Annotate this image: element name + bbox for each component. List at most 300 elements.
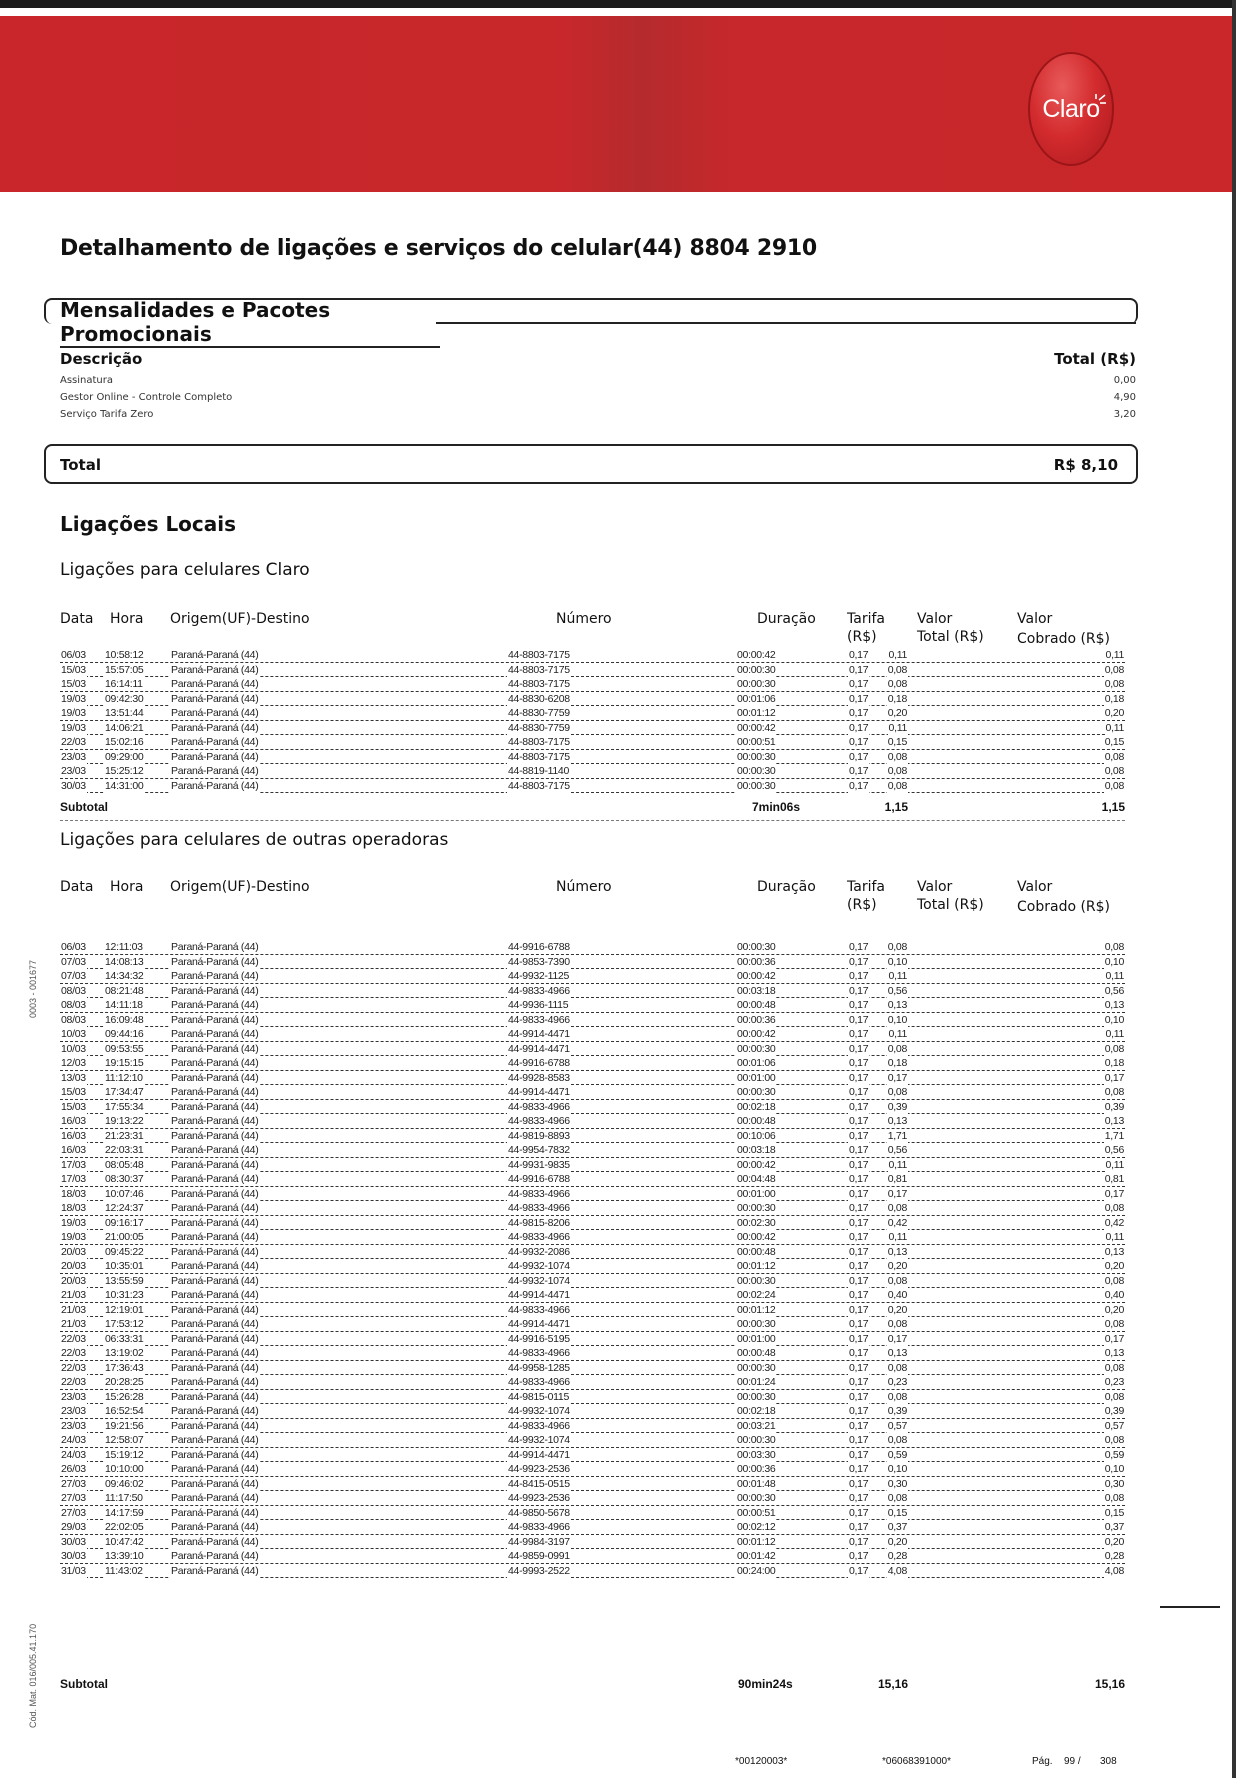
cell-data: 10/03 [61, 1042, 86, 1055]
cell-origem: Paraná-Paraná (44) [171, 678, 259, 690]
cell-valor-cobrado: 0,13 [1104, 1245, 1124, 1258]
cell-hora: 14:17:59 [105, 1506, 144, 1519]
cell-data: 15/03 [61, 1086, 86, 1098]
cell-data: 18/03 [61, 1202, 86, 1214]
cell-duracao: 00:01:12 [737, 1303, 776, 1316]
cell-hora: 20:28:25 [105, 1376, 144, 1388]
cell-tarifa: 0,17 [849, 1028, 869, 1040]
cell-origem: Paraná-Paraná (44) [171, 1013, 259, 1026]
table-row [60, 998, 1125, 1013]
cell-numero: 44-9932-1074 [508, 1274, 570, 1287]
cell-data: 22/03 [61, 1347, 86, 1359]
section-divider [60, 820, 1125, 821]
cell-origem: Paraná-Paraná (44) [171, 1521, 259, 1533]
table-row [60, 1013, 1125, 1028]
cell-tarifa: 0,17 [849, 1057, 869, 1069]
cell-valor-cobrado: 0,08 [1104, 1318, 1124, 1330]
cell-duracao: 00:02:30 [737, 1216, 776, 1229]
cell-data: 06/03 [61, 649, 86, 661]
cell-numero: 44-9819-8893 [508, 1129, 570, 1142]
th-tarifa: Tarifa [847, 879, 885, 895]
mensalidades-total-box [44, 444, 1138, 484]
cell-hora: 17:36:43 [105, 1361, 144, 1374]
cell-valor-total: 0,08 [887, 678, 907, 690]
subtotal-duracao: 7min06s [752, 800, 801, 814]
cell-duracao: 00:00:30 [737, 1361, 776, 1374]
cell-hora: 14:06:21 [105, 721, 144, 734]
cell-data: 07/03 [61, 955, 86, 968]
cell-valor-total: 0,30 [887, 1477, 907, 1490]
table-row [60, 969, 1125, 984]
cell-valor-total: 0,08 [887, 779, 907, 792]
cell-numero: 44-8819-1140 [508, 765, 570, 777]
cell-origem: Paraná-Paraná (44) [171, 1158, 259, 1171]
cell-valor-total: 0,08 [887, 1492, 907, 1504]
cell-data: 22/03 [61, 1376, 86, 1388]
cell-hora: 09:29:00 [105, 750, 144, 763]
cell-duracao: 00:02:24 [737, 1289, 776, 1301]
cell-origem: Paraná-Paraná (44) [171, 750, 259, 763]
cell-numero: 44-9914-4471 [508, 1028, 570, 1040]
cell-valor-total: 0,08 [887, 663, 907, 676]
page-label: Pág. [1032, 1756, 1053, 1767]
cell-valor-cobrado: 0,10 [1104, 1463, 1124, 1475]
th-numero: Número [556, 611, 612, 627]
table-row [60, 1172, 1125, 1187]
cell-tarifa: 0,17 [849, 999, 869, 1011]
cell-origem: Paraná-Paraná (44) [171, 1332, 259, 1345]
cell-numero: 44-8803-7175 [508, 649, 570, 661]
cell-data: 17/03 [61, 1173, 86, 1185]
cell-data: 16/03 [61, 1115, 86, 1127]
cell-valor-cobrado: 0,20 [1104, 707, 1124, 719]
th-valor-total: Valor [917, 611, 953, 627]
cell-tarifa: 0,17 [849, 941, 869, 953]
cell-tarifa: 0,17 [849, 1434, 869, 1446]
cell-valor-cobrado: 0,08 [1104, 1361, 1124, 1374]
cell-tarifa: 0,17 [849, 1289, 869, 1301]
cell-duracao: 00:01:42 [737, 1550, 776, 1562]
cell-numero: 44-9932-1125 [508, 970, 570, 982]
cell-valor-total: 0,40 [887, 1289, 907, 1301]
cell-numero: 44-9833-4966 [508, 1419, 570, 1432]
cell-valor-total: 0,11 [888, 1158, 907, 1171]
cell-duracao: 00:00:42 [737, 721, 776, 734]
table-row [60, 1462, 1125, 1477]
cell-hora: 16:09:48 [105, 1013, 144, 1026]
cell-hora: 15:26:28 [105, 1390, 144, 1403]
cell-valor-total: 0,08 [887, 941, 907, 953]
cell-valor-total: 0,17 [887, 1071, 907, 1084]
cell-numero: 44-9923-2536 [508, 1492, 570, 1504]
cell-valor-cobrado: 0,08 [1104, 1434, 1124, 1446]
cell-valor-total: 0,08 [887, 1318, 907, 1330]
cell-tarifa: 0,17 [849, 1042, 869, 1055]
cell-tarifa: 0,17 [849, 1100, 869, 1113]
cell-data: 18/03 [61, 1187, 86, 1200]
table-row [60, 1332, 1125, 1347]
cell-numero: 44-9932-1074 [508, 1434, 570, 1446]
subsection-claro: Ligações para celulares Claro [60, 560, 310, 580]
cell-valor-total: 0,20 [887, 1535, 907, 1548]
cell-data: 23/03 [61, 1419, 86, 1432]
claro-logo [1028, 52, 1114, 166]
cell-tarifa: 0,17 [849, 678, 869, 690]
cell-data: 27/03 [61, 1506, 86, 1519]
cell-numero: 44-9916-6788 [508, 1057, 570, 1069]
cell-data: 16/03 [61, 1129, 86, 1142]
cell-hora: 10:35:01 [105, 1260, 144, 1272]
cell-origem: Paraná-Paraná (44) [171, 1463, 259, 1475]
subtotal-valor-total: 15,16 [877, 1677, 908, 1691]
table-row [60, 663, 1125, 678]
table-row [60, 779, 1125, 794]
cell-tarifa: 0,17 [849, 970, 869, 982]
cell-numero: 44-9936-1115 [508, 999, 569, 1011]
cell-valor-cobrado: 0,59 [1104, 1448, 1124, 1461]
cell-tarifa: 0,17 [849, 1144, 869, 1156]
table-row [60, 735, 1125, 750]
cell-origem: Paraná-Paraná (44) [171, 1260, 259, 1272]
cell-hora: 09:53:55 [105, 1042, 144, 1055]
cell-data: 24/03 [61, 1434, 86, 1446]
cell-numero: 44-9914-4471 [508, 1042, 570, 1055]
cell-origem: Paraná-Paraná (44) [171, 1115, 259, 1127]
cell-duracao: 00:00:30 [737, 750, 776, 763]
cell-data: 08/03 [61, 999, 86, 1011]
cell-tarifa: 0,17 [849, 649, 869, 661]
table-row [60, 1448, 1125, 1463]
subsection-outras: Ligações para celulares de outras operadoras [60, 830, 449, 850]
cell-data: 27/03 [61, 1477, 86, 1490]
cell-valor-cobrado: 0,11 [1105, 1158, 1124, 1171]
cell-numero: 44-9833-4966 [508, 1376, 570, 1388]
cell-numero: 44-9932-1074 [508, 1405, 570, 1417]
cell-origem: Paraná-Paraná (44) [171, 765, 259, 777]
cell-valor-total: 0,10 [887, 1013, 907, 1026]
cell-numero: 44-9932-2086 [508, 1245, 570, 1258]
th-valor-cobrado: Valor [1017, 611, 1053, 627]
cell-valor-cobrado: 0,08 [1104, 779, 1124, 792]
cell-origem: Paraná-Paraná (44) [171, 1318, 259, 1330]
cell-data: 23/03 [61, 1390, 86, 1403]
cell-duracao: 00:00:51 [737, 1506, 776, 1519]
cell-numero: 44-8803-7175 [508, 750, 570, 763]
table-row [60, 940, 1125, 955]
table-row [60, 1230, 1125, 1245]
batch-code: 0003 - 001677 [28, 959, 38, 1018]
total-value: R$ 8,10 [1053, 456, 1118, 474]
cell-numero: 44-9833-4966 [508, 1013, 570, 1026]
cell-origem: Paraná-Paraná (44) [171, 1100, 259, 1113]
cell-duracao: 00:03:21 [737, 1419, 776, 1432]
table-claro [60, 648, 1125, 793]
scan-edge [1232, 0, 1236, 1778]
cell-numero: 44-9993-2522 [508, 1564, 570, 1577]
cell-hora: 12:11:03 [105, 941, 143, 953]
cell-valor-cobrado: 0,08 [1104, 1042, 1124, 1055]
cell-data: 19/03 [61, 721, 86, 734]
table-row [60, 1346, 1125, 1361]
cell-duracao: 00:01:00 [737, 1071, 776, 1084]
table-row [60, 706, 1125, 721]
cell-numero: 44-9833-4966 [508, 1115, 570, 1127]
cell-numero: 44-9859-0991 [508, 1550, 570, 1562]
subtotal-label: Subtotal [60, 800, 108, 814]
barcode-2: *06068391000* [882, 1756, 951, 1767]
table-row [60, 1201, 1125, 1216]
cell-tarifa: 0,17 [849, 721, 869, 734]
table-row [60, 1361, 1125, 1376]
cell-valor-cobrado: 0,56 [1104, 984, 1124, 997]
cell-valor-total: 0,20 [887, 1303, 907, 1316]
cell-valor-cobrado: 0,23 [1104, 1376, 1124, 1388]
cell-hora: 13:51:44 [105, 707, 144, 719]
cell-numero: 44-8830-7759 [508, 707, 570, 719]
cell-origem: Paraná-Paraná (44) [171, 1274, 259, 1287]
cell-origem: Paraná-Paraná (44) [171, 1187, 259, 1200]
cell-origem: Paraná-Paraná (44) [171, 1506, 259, 1519]
cell-origem: Paraná-Paraná (44) [171, 1361, 259, 1374]
cell-data: 26/03 [61, 1463, 86, 1475]
cell-duracao: 00:00:42 [737, 1028, 776, 1040]
cell-duracao: 00:00:51 [737, 736, 776, 748]
cell-valor-cobrado: 0,10 [1104, 955, 1124, 968]
cell-hora: 15:19:12 [105, 1448, 144, 1461]
cell-numero: 44-9833-4966 [508, 1521, 570, 1533]
cell-valor-cobrado: 0,56 [1104, 1144, 1124, 1156]
cell-data: 21/03 [61, 1318, 86, 1330]
table-row [60, 1274, 1125, 1289]
cell-data: 08/03 [61, 984, 86, 997]
cell-origem: Paraná-Paraná (44) [171, 1535, 259, 1548]
cell-valor-total: 0,10 [887, 1463, 907, 1475]
cell-origem: Paraná-Paraná (44) [171, 955, 259, 968]
fee-value: 3,20 [1113, 409, 1136, 420]
cell-tarifa: 0,17 [849, 1274, 869, 1287]
cell-data: 19/03 [61, 692, 86, 705]
cell-valor-cobrado: 0,17 [1104, 1071, 1124, 1084]
cell-data: 12/03 [61, 1057, 86, 1069]
cell-valor-cobrado: 0,40 [1104, 1289, 1124, 1301]
cell-duracao: 00:00:30 [737, 663, 776, 676]
cell-duracao: 00:00:30 [737, 1202, 776, 1214]
cell-hora: 14:11:18 [105, 999, 143, 1011]
cell-numero: 44-9833-4966 [508, 984, 570, 997]
table-row [60, 1506, 1125, 1521]
cell-valor-cobrado: 0,17 [1104, 1332, 1124, 1345]
cell-valor-total: 0,13 [887, 1115, 907, 1127]
cell-hora: 15:25:12 [105, 765, 144, 777]
cell-duracao: 00:03:18 [737, 1144, 776, 1156]
cell-duracao: 00:10:06 [737, 1129, 776, 1142]
cell-origem: Paraná-Paraná (44) [171, 707, 259, 719]
cell-valor-total: 0,11 [888, 1028, 907, 1040]
cell-tarifa: 0,17 [849, 1071, 869, 1084]
cell-tarifa: 0,17 [849, 1521, 869, 1533]
cell-valor-cobrado: 0,57 [1104, 1419, 1124, 1432]
material-code: Cód. Mat. 016/005.41.170 [28, 1623, 38, 1728]
cell-data: 23/03 [61, 750, 86, 763]
th-tarifa-unit: (R$) [847, 629, 877, 645]
cell-origem: Paraná-Paraná (44) [171, 1347, 259, 1359]
cell-tarifa: 0,17 [849, 1245, 869, 1258]
table-row [60, 1259, 1125, 1274]
cell-hora: 17:34:47 [105, 1086, 144, 1098]
cell-data: 06/03 [61, 941, 86, 953]
th-valor-cobrado-unit: Cobrado (R$) [1017, 899, 1111, 915]
th-numero: Número [556, 879, 612, 895]
cell-valor-cobrado: 0,11 [1105, 721, 1124, 734]
cell-hora: 09:46:02 [105, 1477, 144, 1490]
cell-duracao: 00:00:48 [737, 999, 776, 1011]
cell-duracao: 00:00:30 [737, 1042, 776, 1055]
th-duracao: Duração [757, 879, 816, 895]
cell-tarifa: 0,17 [849, 1419, 869, 1432]
page-title: Detalhamento de ligações e serviços do celular(44) 8804 2910 [60, 236, 817, 261]
cell-hora: 17:55:34 [105, 1100, 144, 1113]
cell-origem: Paraná-Paraná (44) [171, 999, 259, 1011]
cell-valor-cobrado: 0,08 [1104, 663, 1124, 676]
cell-hora: 12:19:01 [105, 1303, 144, 1316]
cell-valor-cobrado: 0,08 [1104, 941, 1124, 953]
table-row [60, 1216, 1125, 1231]
cell-tarifa: 0,17 [849, 1202, 869, 1214]
cell-origem: Paraná-Paraná (44) [171, 984, 259, 997]
cell-tarifa: 0,17 [849, 1376, 869, 1388]
cell-origem: Paraná-Paraná (44) [171, 1390, 259, 1403]
cell-tarifa: 0,17 [849, 1477, 869, 1490]
cell-data: 23/03 [61, 765, 86, 777]
th-duracao: Duração [757, 611, 816, 627]
cell-numero: 44-9931-9835 [508, 1158, 570, 1171]
table-row [60, 750, 1125, 765]
cell-duracao: 00:02:18 [737, 1405, 776, 1417]
cell-origem: Paraná-Paraná (44) [171, 970, 259, 982]
cell-numero: 44-8803-7175 [508, 663, 570, 676]
cell-numero: 44-9914-4471 [508, 1086, 570, 1098]
cell-origem: Paraná-Paraná (44) [171, 1042, 259, 1055]
col-total: Total (R$) [1054, 350, 1136, 368]
cell-hora: 12:58:07 [105, 1434, 144, 1446]
cell-tarifa: 0,17 [849, 1303, 869, 1316]
cell-numero: 44-9833-4966 [508, 1100, 570, 1113]
cell-valor-total: 0,28 [887, 1550, 907, 1562]
cell-origem: Paraná-Paraná (44) [171, 1071, 259, 1084]
cell-data: 22/03 [61, 1332, 86, 1345]
cell-data: 17/03 [61, 1158, 86, 1171]
cell-data: 30/03 [61, 1550, 86, 1562]
cell-origem: Paraná-Paraná (44) [171, 1448, 259, 1461]
cell-data: 20/03 [61, 1245, 86, 1258]
table-row [60, 1027, 1125, 1042]
cell-valor-cobrado: 0,81 [1104, 1173, 1124, 1185]
cell-data: 08/03 [61, 1013, 86, 1026]
cell-valor-cobrado: 0,39 [1104, 1100, 1124, 1113]
cell-numero: 44-9914-4471 [508, 1318, 570, 1330]
cell-tarifa: 0,17 [849, 1260, 869, 1272]
cell-numero: 44-8830-7759 [508, 721, 570, 734]
spark-icon [1094, 94, 1106, 106]
th-valor-total: Valor [917, 879, 953, 895]
cell-data: 30/03 [61, 1535, 86, 1548]
cell-duracao: 00:01:48 [737, 1477, 776, 1490]
cell-tarifa: 0,17 [849, 1535, 869, 1548]
cell-origem: Paraná-Paraná (44) [171, 941, 259, 953]
cell-numero: 44-9932-1074 [508, 1260, 570, 1272]
cell-valor-total: 0,18 [887, 1057, 907, 1069]
cell-numero: 44-9916-6788 [508, 941, 570, 953]
cell-hora: 14:08:13 [105, 955, 144, 968]
cell-duracao: 00:03:30 [737, 1448, 776, 1461]
mensalidades-heading: Mensalidades e Pacotes Promocionais [60, 298, 440, 348]
subtotal-valor-total: 1,15 [884, 800, 908, 814]
cell-duracao: 00:00:42 [737, 970, 776, 982]
cell-origem: Paraná-Paraná (44) [171, 692, 259, 705]
cell-valor-total: 0,59 [887, 1448, 907, 1461]
cell-hora: 17:53:12 [105, 1318, 144, 1330]
cell-valor-cobrado: 0,13 [1104, 1115, 1124, 1127]
cell-origem: Paraná-Paraná (44) [171, 1477, 259, 1490]
table-row [60, 677, 1125, 692]
cell-valor-total: 0,08 [887, 1390, 907, 1403]
section-ligacoes-locais: Ligações Locais [60, 512, 237, 536]
cell-valor-cobrado: 0,42 [1104, 1216, 1124, 1229]
cell-numero: 44-8415-0515 [508, 1477, 570, 1490]
cell-valor-cobrado: 0,37 [1104, 1521, 1124, 1533]
th-valor-total-unit: Total (R$) [917, 629, 984, 645]
cell-data: 15/03 [61, 663, 86, 676]
cell-data: 24/03 [61, 1448, 86, 1461]
cell-origem: Paraná-Paraná (44) [171, 1057, 259, 1069]
cell-tarifa: 0,17 [849, 1318, 869, 1330]
cell-valor-total: 1,71 [887, 1129, 907, 1142]
cell-valor-cobrado: 0,08 [1104, 750, 1124, 763]
cell-hora: 08:30:37 [105, 1173, 144, 1185]
subtotal-duracao: 90min24s [738, 1677, 793, 1691]
cell-valor-total: 0,08 [887, 1086, 907, 1098]
cell-valor-cobrado: 0,08 [1104, 1202, 1124, 1214]
cell-data: 29/03 [61, 1521, 86, 1533]
cell-origem: Paraná-Paraná (44) [171, 1289, 259, 1301]
cell-origem: Paraná-Paraná (44) [171, 1564, 259, 1577]
cell-origem: Paraná-Paraná (44) [171, 1216, 259, 1229]
cell-data: 15/03 [61, 678, 86, 690]
cell-tarifa: 0,17 [849, 1463, 869, 1475]
cell-valor-total: 0,13 [887, 999, 907, 1011]
cell-tarifa: 0,17 [849, 692, 869, 705]
cell-duracao: 00:00:36 [737, 955, 776, 968]
table-row [60, 1042, 1125, 1057]
cell-valor-total: 0,39 [887, 1405, 907, 1417]
cell-data: 10/03 [61, 1028, 86, 1040]
cell-duracao: 00:02:12 [737, 1521, 776, 1533]
cell-valor-total: 0,11 [888, 1231, 907, 1243]
cell-hora: 22:03:31 [105, 1144, 144, 1156]
cell-origem: Paraná-Paraná (44) [171, 1434, 259, 1446]
cell-valor-cobrado: 0,28 [1104, 1550, 1124, 1562]
cell-numero: 44-8803-7175 [508, 736, 570, 748]
cell-valor-total: 0,08 [887, 765, 907, 777]
cell-duracao: 00:00:30 [737, 1318, 776, 1330]
mensalidades-header [44, 298, 1138, 346]
cell-data: 20/03 [61, 1260, 86, 1272]
cell-hora: 19:21:56 [105, 1419, 144, 1432]
table-row [60, 1085, 1125, 1100]
table-row [60, 1071, 1125, 1086]
cell-valor-cobrado: 0,20 [1104, 1260, 1124, 1272]
cell-hora: 12:24:37 [105, 1202, 144, 1214]
